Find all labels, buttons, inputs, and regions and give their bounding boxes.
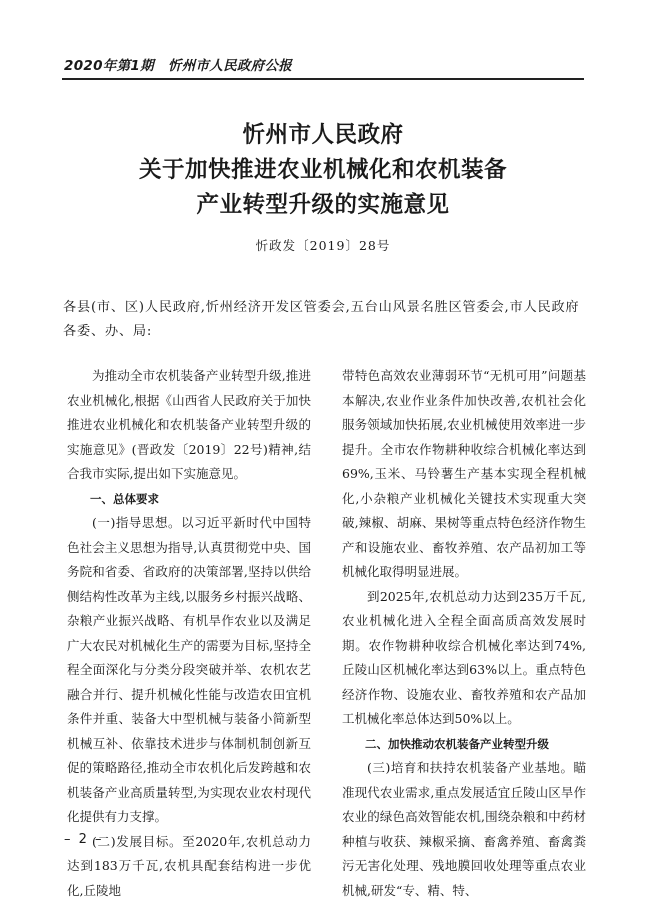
section-heading-2: 二、加快推动农机装备产业转型升级 [342, 732, 586, 757]
running-header [64, 54, 584, 74]
header-divider [62, 78, 584, 80]
paragraph-industry-base: (三)培育和扶持农机装备产业基地。瞄准现代农业需求,重点发展适宜丘陵山区旱作农业的绿色高效智能农机,围绕杂粮和中药材种植与收获、辣椒采摘、畜禽养殖、畜禽粪污无害化处理、残地膜回收处理等重点农业机械,研发“专、精、特、 [342, 756, 586, 903]
paragraph-intro: 为推动全市农机装备产业转型升级,推进农业机械化,根据《山西省人民政府关于加快推进农业机械化和农机装备产业转型升级的实施意见》(晋政发〔2019〕22号)精神,结合我市实际,提出如下实施意见。 [67, 364, 311, 487]
paragraph-development-goals: (二)发展目标。至2020年,农机总动力达到183万千瓦,农机具配套结构进一步优化,丘陵地 [67, 830, 311, 903]
issue-label: 2020年第1期 [64, 58, 154, 74]
left-column [67, 364, 311, 903]
paragraph-development-goals-continued: 带特色高效农业薄弱环节“无机可用”问题基本解决,农业作业条件加快改善,农机社会化服务领域加快拓展,农业机械使用效率进一步提升。全市农作物耕种收综合机械化率达到69%,玉米、马铃薯生产基本实现全程机械化,小杂粮产业机械化关键技术实现重大突破,辣椒、胡麻、果树等重点特色经济作物生产和设施农业、畜牧养殖、农产品初加工等机械化取得明显进展。 [342, 364, 586, 585]
paragraph-guiding-ideology: (一)指导思想。以习近平新时代中国特色社会主义思想为指导,认真贯彻党中央、国务院和省委、省政府的决策部署,坚持以供给侧结构性改革为主线,以服务乡村振兴战略、杂粮产业振兴战略、有机旱作农业以及满足广大农民对机械化生产的需要为目标,坚持全程全面深化与分类分段突破并举、农机农艺融合并行、提升机械化性能与改造农田宜机条件并重、装备大中型机械与装备小简新型机械互补、依靠技术进步与体制机制创新互促的策略路径,推动全市农机化后发跨越和农机装备产业高质量转型,为实现农业农村现代化提供有力支撑。 [67, 511, 311, 830]
title-line-1: 忻州市人民政府 [0, 118, 646, 153]
section-heading-1: 一、总体要求 [67, 487, 311, 512]
addressee: 各县(市、区)人民政府,忻州经济开发区管委会,五台山风景名胜区管委会,市人民政府各委、办、局: [63, 296, 591, 344]
publication-name: 忻州市人民政府公报 [168, 58, 292, 74]
document-title [0, 118, 646, 223]
paragraph-2025-targets: 到2025年,农机总动力达到235万千瓦,农业机械化进入全程全面高质高效发展时期。农作物耕种收综合机械化率达到74%,丘陵山区机械化率达到63%以上。重点特色经济作物、设施农业、畜牧养殖和农产品加工机械化率总体达到50%以上。 [342, 585, 586, 732]
title-line-3: 产业转型升级的实施意见 [0, 188, 646, 223]
document-number: 忻政发〔2019〕28号 [0, 236, 646, 254]
title-line-2: 关于加快推进农业机械化和农机装备 [0, 153, 646, 188]
page-number: – 2 – [64, 832, 104, 847]
right-column [342, 364, 586, 903]
